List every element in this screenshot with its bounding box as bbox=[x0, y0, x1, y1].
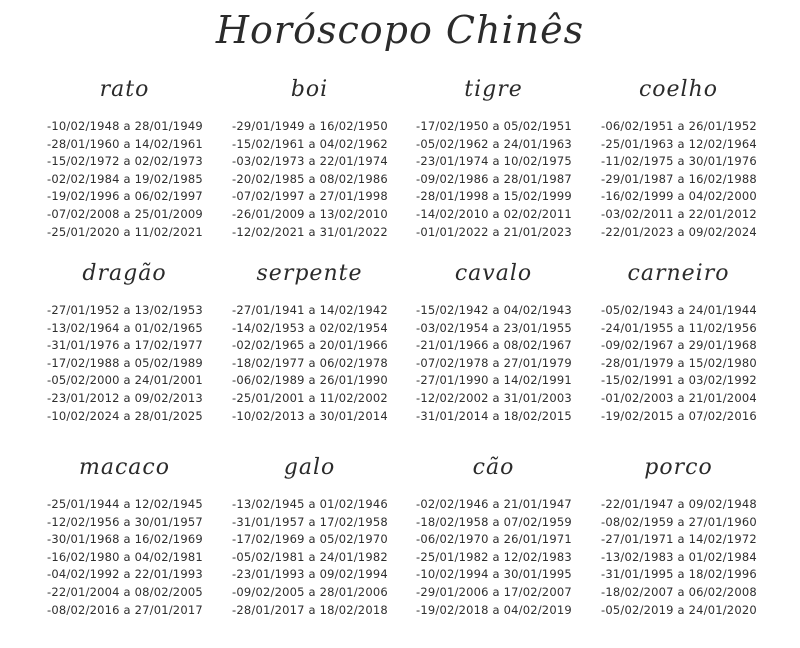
date-range: -29/01/1949 a 16/02/1950 bbox=[232, 119, 388, 133]
date-range: -14/02/1953 a 02/02/1954 bbox=[232, 320, 388, 335]
sign-cavalo bbox=[401, 259, 586, 425]
date-range: -31/01/1976 a 17/02/1977 bbox=[47, 338, 203, 353]
date-range: -21/01/1966 a 08/02/1967 bbox=[416, 338, 572, 353]
date-range: -03/02/1954 a 23/01/1955 bbox=[416, 320, 572, 335]
date-range: -17/02/1969 a 05/02/1970 bbox=[232, 532, 388, 547]
sign-name: macaco bbox=[79, 455, 170, 480]
date-range: -13/02/1964 a 01/02/1965 bbox=[47, 320, 203, 335]
date-range: -29/01/2006 a 17/02/2007 bbox=[416, 584, 572, 599]
date-range: -28/01/1960 a 14/02/1961 bbox=[47, 136, 203, 151]
date-range: -07/02/2008 a 25/01/2009 bbox=[47, 206, 203, 221]
date-range: -14/02/2010 a 02/02/2011 bbox=[416, 206, 572, 221]
date-list bbox=[401, 496, 586, 619]
date-range: -23/01/1993 a 09/02/1994 bbox=[232, 567, 388, 582]
date-range: -22/01/2004 a 08/02/2005 bbox=[47, 584, 203, 599]
date-list bbox=[586, 496, 771, 619]
date-list bbox=[32, 118, 217, 241]
date-range: -20/02/1985 a 08/02/1986 bbox=[232, 171, 388, 186]
date-list bbox=[217, 496, 402, 619]
date-range: -09/02/2005 a 28/01/2006 bbox=[232, 584, 388, 599]
date-range: -28/01/1979 a 15/02/1980 bbox=[601, 355, 757, 370]
date-range: -25/01/2001 a 11/02/2002 bbox=[232, 390, 388, 405]
date-range: -31/01/2014 a 18/02/2015 bbox=[416, 408, 572, 423]
sign-carneiro bbox=[586, 259, 771, 425]
date-range: -15/02/1961 a 04/02/1962 bbox=[232, 136, 388, 151]
date-range: -30/01/1968 a 16/02/1969 bbox=[47, 532, 203, 547]
sign-boi bbox=[217, 75, 402, 241]
date-range: -02/02/1984 a 19/02/1985 bbox=[47, 171, 203, 186]
date-range: -15/02/1991 a 03/02/1992 bbox=[601, 373, 757, 388]
sign-porco bbox=[586, 453, 771, 619]
date-range: -02/02/1946 a 21/01/1947 bbox=[416, 497, 572, 511]
date-range: -17/02/1988 a 05/02/1989 bbox=[47, 355, 203, 370]
date-range: -31/01/1995 a 18/02/1996 bbox=[601, 567, 757, 582]
date-range: -10/02/1948 a 28/01/1949 bbox=[47, 119, 203, 133]
date-range: -07/02/1978 a 27/01/1979 bbox=[416, 355, 572, 370]
date-range: -12/02/1956 a 30/01/1957 bbox=[47, 514, 203, 529]
date-range: -06/02/1970 a 26/01/1971 bbox=[416, 532, 572, 547]
date-range: -05/02/1981 a 24/01/1982 bbox=[232, 549, 388, 564]
date-range: -03/02/1973 a 22/01/1974 bbox=[232, 154, 388, 169]
date-range: -19/02/2018 a 04/02/2019 bbox=[416, 602, 572, 617]
page-title: Horóscopo Chinês bbox=[215, 8, 585, 52]
date-range: -25/01/1982 a 12/02/1983 bbox=[416, 549, 572, 564]
date-range: -23/01/2012 a 09/02/2013 bbox=[47, 390, 203, 405]
sign-dragao bbox=[32, 259, 217, 425]
sign-cao bbox=[401, 453, 586, 619]
date-range: -07/02/1997 a 27/01/1998 bbox=[232, 189, 388, 204]
date-range: -02/02/1965 a 20/01/1966 bbox=[232, 338, 388, 353]
date-list bbox=[401, 118, 586, 241]
date-range: -24/01/1955 a 11/02/1956 bbox=[601, 320, 757, 335]
sign-name: serpente bbox=[256, 261, 363, 286]
sign-name: cão bbox=[472, 455, 515, 480]
date-range: -17/02/1950 a 05/02/1951 bbox=[416, 119, 572, 133]
date-range: -01/02/2003 a 21/01/2004 bbox=[601, 390, 757, 405]
date-list bbox=[217, 302, 402, 425]
sign-serpente bbox=[217, 259, 402, 425]
date-list bbox=[586, 302, 771, 425]
date-range: -05/02/1943 a 24/01/1944 bbox=[601, 303, 757, 317]
date-range: -25/01/1944 a 12/02/1945 bbox=[47, 497, 203, 511]
date-range: -27/01/1952 a 13/02/1953 bbox=[47, 303, 203, 317]
date-range: -03/02/2011 a 22/01/2012 bbox=[601, 206, 757, 221]
sign-name: porco bbox=[644, 455, 713, 480]
date-range: -10/02/2013 a 30/01/2014 bbox=[232, 408, 388, 423]
date-list bbox=[586, 118, 771, 241]
date-range: -13/02/1983 a 01/02/1984 bbox=[601, 549, 757, 564]
date-range: -05/02/1962 a 24/01/1963 bbox=[416, 136, 572, 151]
date-range: -22/01/1947 a 09/02/1948 bbox=[601, 497, 757, 511]
sign-name: cavalo bbox=[454, 261, 533, 286]
date-range: -27/01/1971 a 14/02/1972 bbox=[601, 532, 757, 547]
date-range: -06/02/1989 a 26/01/1990 bbox=[232, 373, 388, 388]
date-range: -04/02/1992 a 22/01/1993 bbox=[47, 567, 203, 582]
date-range: -28/01/1998 a 15/02/1999 bbox=[416, 189, 572, 204]
date-range: -01/01/2022 a 21/01/2023 bbox=[416, 224, 572, 239]
sign-rato bbox=[32, 75, 217, 241]
date-range: -19/02/2015 a 07/02/2016 bbox=[601, 408, 757, 423]
date-range: -18/02/2007 a 06/02/2008 bbox=[601, 584, 757, 599]
date-range: -16/02/1980 a 04/02/1981 bbox=[47, 549, 203, 564]
date-list bbox=[32, 302, 217, 425]
date-range: -06/02/1951 a 26/01/1952 bbox=[601, 119, 757, 133]
date-range: -31/01/1957 a 17/02/1958 bbox=[232, 514, 388, 529]
date-range: -28/01/2017 a 18/02/2018 bbox=[232, 602, 388, 617]
sign-name: galo bbox=[283, 455, 336, 480]
sign-tigre bbox=[401, 75, 586, 241]
sign-name: rato bbox=[99, 77, 150, 102]
date-range: -13/02/1945 a 01/02/1946 bbox=[232, 497, 388, 511]
date-range: -29/01/1987 a 16/02/1988 bbox=[601, 171, 757, 186]
date-range: -22/01/2023 a 09/02/2024 bbox=[601, 224, 757, 239]
date-range: -05/02/2019 a 24/01/2020 bbox=[601, 602, 757, 617]
date-range: -18/02/1958 a 07/02/1959 bbox=[416, 514, 572, 529]
date-range: -15/02/1942 a 04/02/1943 bbox=[416, 303, 572, 317]
date-range: -15/02/1972 a 02/02/1973 bbox=[47, 154, 203, 169]
sign-coelho bbox=[586, 75, 771, 241]
date-range: -25/01/1963 a 12/02/1964 bbox=[601, 136, 757, 151]
date-range: -25/01/2020 a 11/02/2021 bbox=[47, 224, 203, 239]
date-range: -10/02/1994 a 30/01/1995 bbox=[416, 567, 572, 582]
date-range: -27/01/1941 a 14/02/1942 bbox=[232, 303, 388, 317]
date-list bbox=[401, 302, 586, 425]
date-range: -19/02/1996 a 06/02/1997 bbox=[47, 189, 203, 204]
date-list bbox=[32, 496, 217, 619]
sign-name: dragão bbox=[82, 261, 167, 286]
date-range: -08/02/2016 a 27/01/2017 bbox=[47, 602, 203, 617]
date-range: -12/02/2021 a 31/01/2022 bbox=[232, 224, 388, 239]
date-range: -16/02/1999 a 04/02/2000 bbox=[601, 189, 757, 204]
date-range: -26/01/2009 a 13/02/2010 bbox=[232, 206, 388, 221]
sign-galo bbox=[217, 453, 402, 619]
date-range: -12/02/2002 a 31/01/2003 bbox=[416, 390, 572, 405]
sign-name: boi bbox=[290, 77, 329, 102]
date-range: -23/01/1974 a 10/02/1975 bbox=[416, 154, 572, 169]
sign-name: tigre bbox=[464, 77, 523, 102]
date-range: -05/02/2000 a 24/01/2001 bbox=[47, 373, 203, 388]
date-list bbox=[217, 118, 402, 241]
date-range: -11/02/1975 a 30/01/1976 bbox=[601, 154, 757, 169]
date-range: -18/02/1977 a 06/02/1978 bbox=[232, 355, 388, 370]
sign-name: coelho bbox=[638, 77, 719, 102]
date-range: -09/02/1967 a 29/01/1968 bbox=[601, 338, 757, 353]
date-range: -08/02/1959 a 27/01/1960 bbox=[601, 514, 757, 529]
date-range: -27/01/1990 a 14/02/1991 bbox=[416, 373, 572, 388]
date-range: -09/02/1986 a 28/01/1987 bbox=[416, 171, 572, 186]
sign-macaco bbox=[32, 453, 217, 619]
date-range: -10/02/2024 a 28/01/2025 bbox=[47, 408, 203, 423]
sign-name: carneiro bbox=[627, 261, 730, 286]
